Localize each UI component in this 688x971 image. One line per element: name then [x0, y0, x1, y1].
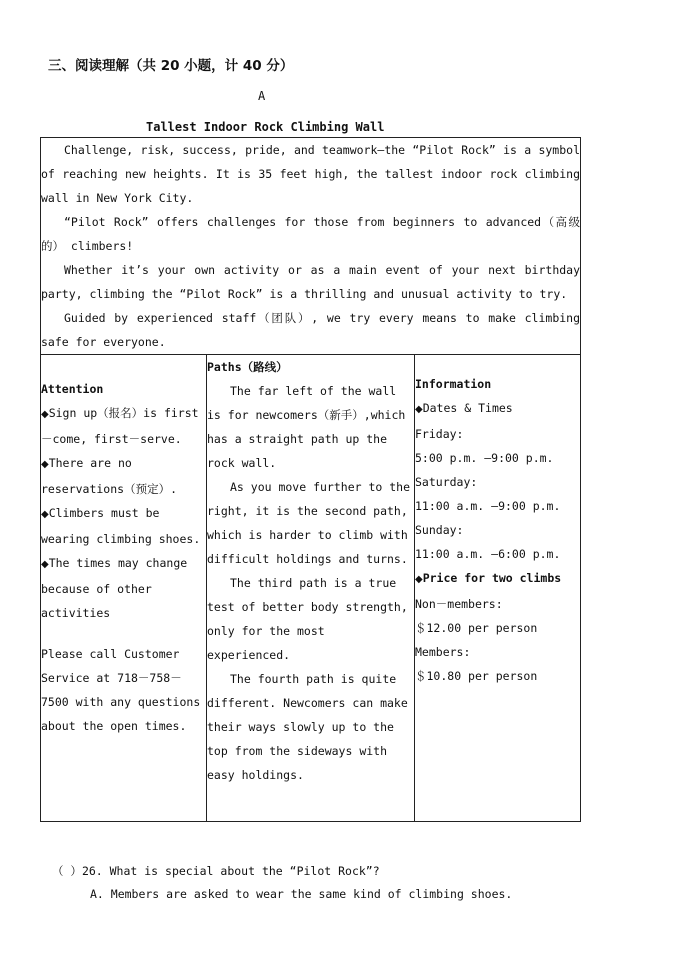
answer-bracket[interactable]: （ ） [52, 864, 82, 878]
intro-paragraph: Whether it’s your own activity or as a main event of your next birthday party, climbing the “Pilot Rock” is a thrilling and unusual activity to try. [41, 263, 581, 301]
path-paragraph: The fourth path is quite different. Newcomers can make their ways slowly up to the top from the sideways with easy holdings. [207, 672, 408, 782]
paths-heading: Paths（路线） [207, 360, 288, 374]
schedule-line: 11:00 a.m. —9:00 p.m. [415, 499, 561, 513]
bullet-icon: ◆ [41, 559, 49, 570]
price-line: ＄12.00 per person [415, 621, 538, 635]
passage-title: Tallest Indoor Rock Climbing Wall [146, 120, 385, 134]
schedule-line: Friday: [415, 427, 464, 441]
information-cell [415, 355, 581, 822]
attention-cell [41, 355, 207, 822]
attention-heading: Attention [41, 382, 104, 396]
question-text: 26. What is special about the “Pilot Rock”? [81, 864, 380, 878]
path-paragraph: The third path is a true test of better body strength, only for the most experienced. [207, 576, 408, 662]
bullet-icon: ◆ [415, 404, 423, 415]
passage-letter: A [258, 89, 266, 103]
path-paragraph: As you move further to the right, it is the second path, which is harder to climb with difficult holdings and turns. [207, 480, 411, 566]
question-26 [52, 863, 380, 879]
info-table [40, 137, 581, 822]
intro-cell [41, 138, 581, 355]
dates-heading: ◆Dates & Times [415, 401, 513, 415]
bullet-icon: ◆ [41, 409, 49, 420]
contact-info: Please call Customer Service at 718－758－7500 with any questions about the open times. [41, 647, 201, 733]
attention-item: ◆The times may change because of other activities [41, 556, 188, 620]
schedule-line: Sunday: [415, 523, 464, 537]
schedule-line: 5:00 p.m. —9:00 p.m. [415, 451, 554, 465]
attention-item: ◆There are no reservations（预定）. [41, 456, 178, 496]
price-line: Non－members: [415, 597, 503, 611]
attention-item: ◆Climbers must be wearing climbing shoes. [41, 506, 201, 546]
paths-cell [207, 355, 415, 822]
intro-paragraph: Guided by experienced staff（团队）, we try every means to make climbing safe for everyone. [41, 311, 581, 349]
price-line: Members: [415, 645, 471, 659]
price-heading: ◆Price for two climbs [415, 571, 562, 585]
bullet-icon: ◆ [415, 574, 423, 585]
intro-paragraph: “Pilot Rock” offers challenges for those from beginners to advanced（高级的） climbers! [41, 215, 581, 253]
path-paragraph: The far left of the wall is for newcomers（新手）,which has a straight path up the rock wall. [207, 384, 406, 470]
price-line: ＄10.80 per person [415, 669, 538, 683]
option-a[interactable]: A. Members are asked to wear the same kind of climbing shoes. [90, 887, 513, 901]
bullet-icon: ◆ [41, 459, 49, 470]
section-title: 三、阅读理解（共 20 小题，计 40 分） [48, 58, 294, 74]
bullet-icon: ◆ [41, 509, 49, 520]
schedule-line: Saturday: [415, 475, 478, 489]
intro-paragraph: Challenge, risk, success, pride, and teamwork—the “Pilot Rock” is a symbol of reaching new heights. It is 35 feet high, the tallest indoor rock climbing wall in New York City. [41, 143, 581, 205]
schedule-line: 11:00 a.m. —6:00 p.m. [415, 547, 561, 561]
information-heading: Information [415, 377, 492, 391]
attention-item: ◆Sign up（报名）is first－come, first－serve. [41, 406, 199, 446]
